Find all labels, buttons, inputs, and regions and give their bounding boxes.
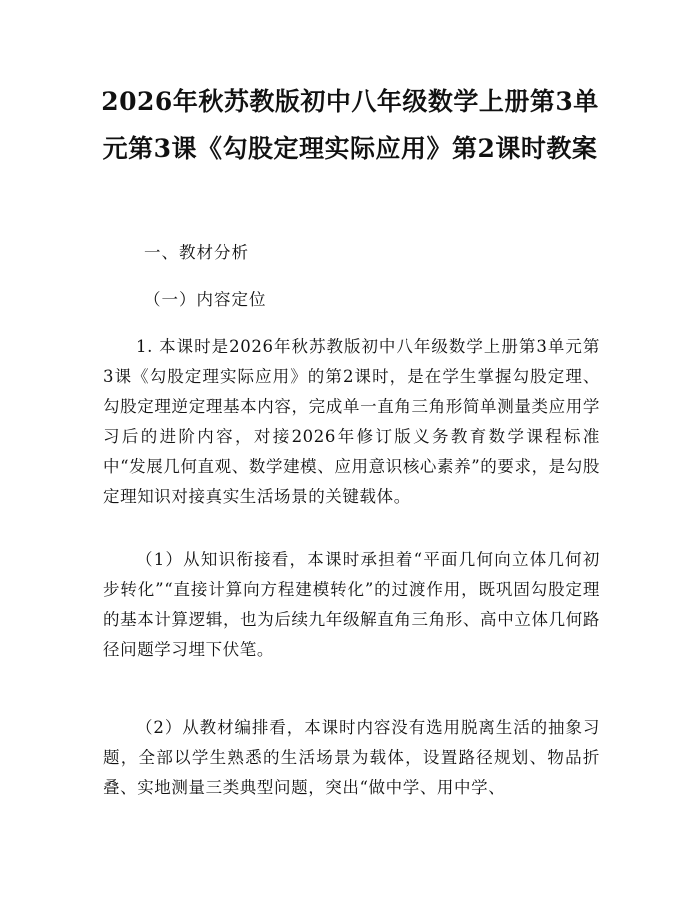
subsection-heading: （一）内容定位 — [144, 290, 267, 309]
document-title: 2026年秋苏教版初中八年级数学上册第3单元第3课《勾股定理实际应用》第2课时教案 — [101, 87, 599, 163]
paragraph-textbook-arrangement: （2）从教材编排看，本课时内容没有选用脱离生活的抽象习题，全部以学生熟悉的生活场景为载体，设置路径规划、物品折叠、实地测量三类典型问题，突出“做中学、用中学、 — [103, 718, 600, 797]
paragraph-knowledge-connection: （1）从知识衔接看，本课时承担着“平面几何向立体几何初步转化”“直接计算向方程建模转化”的过渡作用，既巩固勾股定理的基本计算逻辑，也为后续九年级解直角三角形、高中立体几何路径问题学习埋下伏笔。 — [103, 550, 600, 659]
section-heading: 一、教材分析 — [144, 243, 249, 262]
paragraph-content-positioning: 1. 本课时是2026年秋苏教版初中八年级数学上册第3单元第3课《勾股定理实际应用》的第2课时，是在学生掌握勾股定理、勾股定理逆定理基本内容，完成单一直角三角形简单测量类应用学习后的进阶内容，对接2026年修订版义务教育数学课程标准中“发展几何直观、数学建模、应用意识核心素养”的要求，是勾股定理知识对接真实生活场景的关键载体。 — [103, 337, 600, 506]
